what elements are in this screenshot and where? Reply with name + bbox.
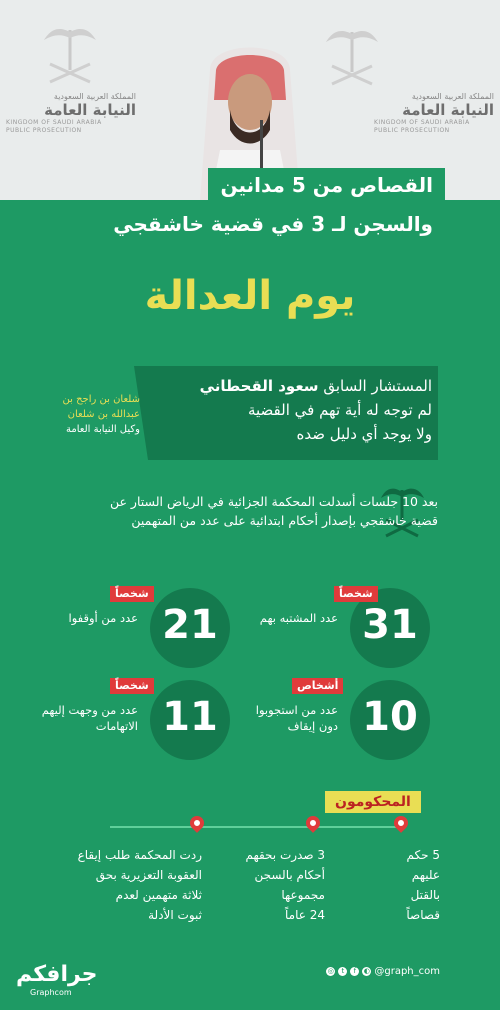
timeline-text: أحكام بالسجن	[254, 868, 325, 882]
brand-logo-en: Graphcom	[30, 988, 72, 997]
location-pin-icon	[391, 813, 411, 833]
quote-name: سعود القحطاني	[199, 377, 319, 395]
timeline-text: ثبوت الأدلة	[148, 908, 202, 922]
title-line-1: القصاص من 5 مدانين	[208, 168, 445, 202]
stat-label: عدد من وجهت إليهم الاتهامات	[41, 703, 138, 733]
quote	[200, 374, 432, 446]
timeline-column	[245, 845, 325, 925]
timeline-text: مجموعها	[281, 888, 325, 902]
snapchat-icon: ◐	[363, 967, 370, 975]
stat-number: 10	[362, 694, 418, 740]
logo-text: KINGDOM OF SAUDI ARABIA	[374, 119, 470, 126]
logo-text: PUBLIC PROSECUTION	[374, 127, 450, 134]
saudi-emblem-icon	[40, 20, 100, 90]
saudi-emblem-icon	[322, 22, 382, 92]
timeline-line	[110, 826, 405, 828]
timeline-text: قصاصاً	[406, 908, 440, 922]
stat-unit: شخصاً	[110, 678, 154, 694]
facebook-icon: f	[350, 967, 359, 976]
intro-text: بعد 10 جلسات أسدلت المحكمة الجزائية في الرياض الستار عن قضية خاشقجي بإصدار أحكام ابتدائية على عدد من المتهمين	[109, 494, 438, 528]
stat-suspects	[259, 587, 490, 678]
timeline-text: بالقتل	[410, 888, 440, 902]
stat-questioned	[255, 679, 490, 770]
timeline-text: 24 عاماً	[285, 908, 325, 922]
stat-label: عدد من أوقفوا	[68, 611, 138, 625]
social-bar	[326, 966, 440, 977]
timeline-text: العقوبة التعزيرية بحق	[95, 868, 202, 882]
logo-text: النيابة العامة	[44, 101, 136, 119]
backdrop-logo	[6, 92, 136, 135]
quote-prefix: المستشار السابق	[318, 377, 432, 395]
logo-text: المملكة العربية السعودية	[411, 92, 494, 101]
logo-text: KINGDOM OF SAUDI ARABIA	[6, 119, 102, 126]
stat-unit: شخصاً	[110, 586, 154, 602]
instagram-icon: ◎	[327, 967, 334, 975]
stat-charged	[41, 679, 290, 770]
timeline-text: عليهم	[411, 868, 440, 882]
speaker-name: شلعان بن راجح بن عبدالله بن شلعان	[62, 394, 140, 420]
social-handle: @graph_com	[374, 966, 440, 977]
location-pin-icon	[303, 813, 323, 833]
stat-number: 21	[162, 602, 218, 648]
stat-label: عدد المشتبه بهم	[259, 611, 338, 625]
timeline-text: 3 صدرت بحقهم	[245, 848, 325, 862]
stat-unit: أشخاص	[292, 678, 343, 694]
stat-number: 11	[162, 694, 218, 740]
quote-line: ولا يوجد أي دليل ضده	[296, 425, 432, 443]
timeline-title: المحكومون	[325, 791, 421, 813]
brand-logo: جرافكم	[16, 962, 98, 987]
twitter-icon: t	[338, 967, 347, 976]
timeline-text: ردت المحكمة طلب إيقاع	[77, 848, 202, 862]
stat-number: 31	[362, 602, 418, 648]
speaker-role: وكيل النيابة العامة	[65, 424, 140, 435]
logo-text: المملكة العربية السعودية	[53, 92, 136, 101]
stat-detained	[68, 587, 290, 678]
stat-label: عدد من استجوبوا دون إيقاف	[255, 703, 338, 733]
stat-unit: شخصاً	[334, 586, 378, 602]
logo-text: PUBLIC PROSECUTION	[6, 127, 82, 134]
timeline-text: 5 حكم	[406, 848, 440, 862]
title-line-2: والسجن لـ 3 في قضية خاشقجي	[101, 207, 445, 241]
timeline-column	[78, 845, 202, 925]
headline: يوم العدالة	[144, 273, 356, 319]
quote-line: لم توجه له أية تهم في القضية	[247, 401, 432, 419]
logo-text: النيابة العامة	[402, 101, 494, 119]
location-pin-icon	[187, 813, 207, 833]
timeline-text: ثلاثة متهمين لعدم	[115, 888, 202, 902]
timeline-column	[406, 845, 440, 925]
backdrop-logo	[374, 92, 494, 135]
